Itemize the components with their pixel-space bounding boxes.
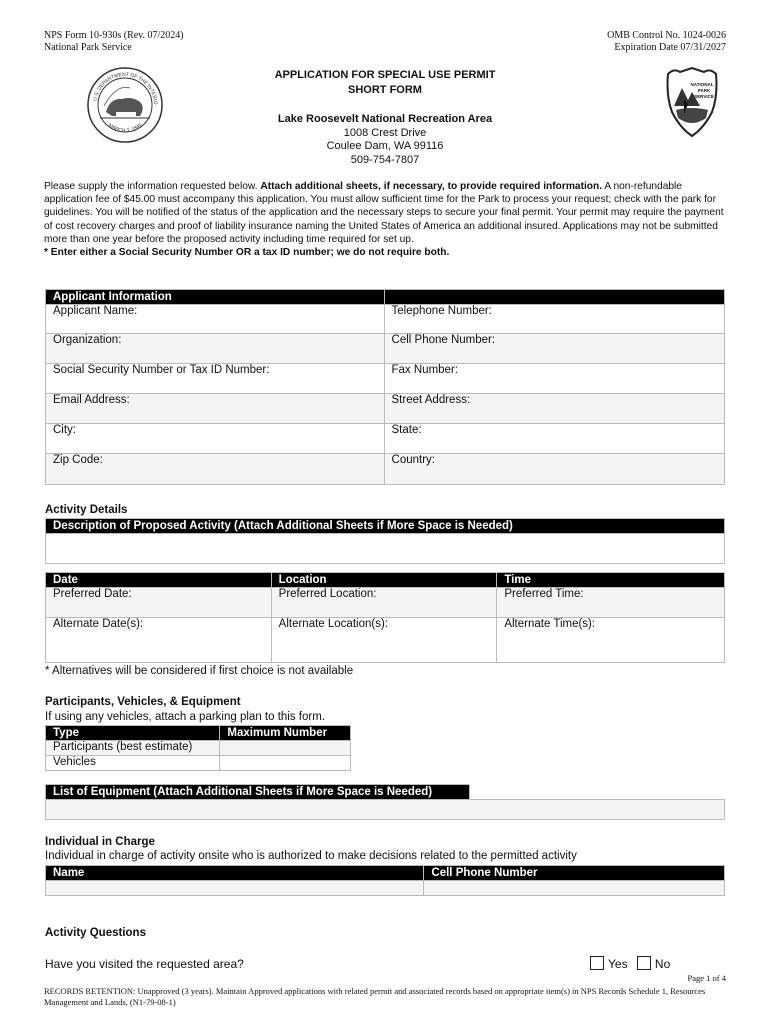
svg-text:PARK: PARK <box>697 88 711 93</box>
svg-text:NATIONAL: NATIONAL <box>690 82 714 87</box>
state-label: State: <box>391 424 422 436</box>
form-title-line2: SHORT FORM <box>348 84 422 96</box>
equipment-heading-blank <box>470 785 725 800</box>
type-column-heading: Type <box>46 726 220 741</box>
ssn-tax-id-label: Social Security Number or Tax ID Number: <box>53 364 270 376</box>
intro-text-bold: Attach additional sheets, if necessary, to provide required information. <box>260 181 603 192</box>
park-address-line2: Coulee Dam, WA 99116 <box>326 140 444 152</box>
location-column-heading: Location <box>271 573 497 588</box>
intro-text-a: Please supply the information requested below. <box>44 181 258 192</box>
form-header-left <box>44 30 184 54</box>
time-column-heading: Time <box>497 573 725 588</box>
alternate-time-field[interactable] <box>497 618 725 663</box>
street-address-field[interactable] <box>384 394 724 424</box>
page-number: Page 1 of 4 <box>687 973 726 983</box>
intro-paragraph <box>44 180 724 259</box>
participants-heading: Participants, Vehicles, & Equipment <box>45 696 241 708</box>
organization-field[interactable] <box>46 334 385 364</box>
city-label: City: <box>53 424 76 436</box>
form-header-right <box>607 30 726 54</box>
max-number-column-heading: Maximum Number <box>220 726 351 741</box>
equipment-table <box>45 784 725 820</box>
visited-area-question: Have you visited the requested area? <box>45 957 244 971</box>
equipment-heading: List of Equipment (Attach Additional Sheets if More Space is Needed) <box>46 785 470 800</box>
organization-label: Organization: <box>53 334 122 346</box>
no-checkbox[interactable] <box>637 956 651 970</box>
country-field[interactable] <box>384 454 724 485</box>
records-retention-note: RECORDS RETENTION: Unapproved (3 years). Maintain Approved applications with related permit and associated records based on appropriate item(s) in NPS Records Schedule 1, Resources Management and Lands, (N1-79-08-1) <box>44 986 706 1007</box>
doi-seal-logo <box>86 66 164 144</box>
alternate-location-label: Alternate Location(s): <box>278 618 388 630</box>
preferred-time-field[interactable] <box>497 588 725 618</box>
agency-name: National Park Service <box>44 42 132 53</box>
park-phone: 509-754-7807 <box>350 153 420 166</box>
no-label: No <box>654 957 671 971</box>
preferred-location-field[interactable] <box>271 588 497 618</box>
participants-count-field[interactable] <box>220 741 351 756</box>
form-title <box>200 68 570 98</box>
nps-arrowhead-logo <box>664 66 720 138</box>
doi-seal-text: U.S. DEPARTMENT OF THE INTERIO <box>92 71 159 105</box>
participants-row-label: Participants (best estimate) <box>46 741 220 756</box>
alternate-time-label: Alternate Time(s): <box>504 618 596 630</box>
parking-plan-note: If using any vehicles, attach a parking plan to this form. <box>45 711 325 723</box>
expiration-date: Expiration Date 07/31/2027 <box>614 42 726 53</box>
country-label: Country: <box>391 454 435 466</box>
park-address-block <box>200 113 570 167</box>
state-field[interactable] <box>384 424 724 454</box>
name-column-heading: Name <box>46 866 424 881</box>
applicant-name-field[interactable] <box>46 305 385 334</box>
city-field[interactable] <box>46 424 385 454</box>
equipment-list-field[interactable] <box>46 800 725 820</box>
email-label: Email Address: <box>53 394 130 406</box>
activity-details-heading: Activity Details <box>45 504 128 516</box>
preferred-date-field[interactable] <box>46 588 272 618</box>
alternatives-note: * Alternatives will be considered if first choice is not available <box>45 665 354 677</box>
vehicles-row-label: Vehicles <box>46 756 220 771</box>
zip-code-field[interactable] <box>46 454 385 485</box>
yes-label: Yes <box>608 957 628 971</box>
form-number: NPS Form 10-930s (Rev. 07/2024) <box>44 30 184 41</box>
activity-description-heading: Description of Proposed Activity (Attach Additional Sheets if More Space is Needed) <box>46 519 725 534</box>
street-address-label: Street Address: <box>391 394 471 406</box>
alternate-date-label: Alternate Date(s): <box>53 618 144 630</box>
intro-text-c: A non-refundable application fee of $45.00 must accompany this application. You must allow sufficient time for the Park to process your request; check with the park for guidelines. You will be notified of the status of the application and the necessary steps to secure your final permit. Your permit may require the payment of cost recovery charges and proof of liability insurance naming the United States of America an additional insured. Applications may not be submitted more than one year before the proposed activity including time required for set up. <box>44 181 724 245</box>
park-address-line1: 1008 Crest Drive <box>343 126 427 139</box>
alternate-location-field[interactable] <box>271 618 497 663</box>
doi-seal-date: MARCH 3, 1849 <box>107 122 144 134</box>
fax-field[interactable] <box>384 364 724 394</box>
visited-area-options <box>590 956 670 971</box>
participants-table <box>45 725 351 771</box>
telephone-field[interactable] <box>384 305 724 334</box>
applicant-info-heading: Applicant Information <box>46 290 385 305</box>
individual-in-charge-heading: Individual in Charge <box>45 836 155 848</box>
date-column-heading: Date <box>46 573 272 588</box>
fax-label: Fax Number: <box>391 364 458 376</box>
ssn-tax-id-field[interactable] <box>46 364 385 394</box>
form-title-line1: APPLICATION FOR SPECIAL USE PERMIT <box>274 69 496 81</box>
activity-description-field[interactable] <box>46 534 725 564</box>
applicant-name-label: Applicant Name: <box>53 305 138 317</box>
preferred-location-label: Preferred Location: <box>278 588 377 600</box>
individual-in-charge-table <box>45 865 725 896</box>
applicant-info-heading-blank <box>384 290 724 305</box>
individual-in-charge-description: Individual in charge of activity onsite who is authorized to make decisions related to the permitted activity <box>45 850 577 862</box>
park-name: Lake Roosevelt National Recreation Area <box>277 113 493 125</box>
cell-phone-label: Cell Phone Number: <box>391 334 496 346</box>
telephone-label: Telephone Number: <box>391 305 492 317</box>
applicant-info-table <box>45 289 725 485</box>
ssn-note: * Enter either a Social Security Number OR a tax ID number; we do not require both. <box>44 247 450 259</box>
zip-code-label: Zip Code: <box>53 454 103 466</box>
cell-phone-field[interactable] <box>384 334 724 364</box>
activity-questions-heading: Activity Questions <box>45 927 146 939</box>
cell-phone-column-heading: Cell Phone Number <box>424 866 725 881</box>
preferred-time-label: Preferred Time: <box>504 588 584 600</box>
omb-control-number: OMB Control No. 1024-0026 <box>607 30 726 41</box>
vehicles-count-field[interactable] <box>220 756 351 771</box>
preferred-date-label: Preferred Date: <box>53 588 132 600</box>
yes-checkbox[interactable] <box>590 956 604 970</box>
individual-name-field[interactable] <box>46 881 424 896</box>
individual-cell-phone-field[interactable] <box>424 881 725 896</box>
alternate-date-field[interactable] <box>46 618 272 663</box>
date-location-time-table <box>45 572 725 663</box>
svg-text:SERVICE: SERVICE <box>694 94 714 99</box>
email-field[interactable] <box>46 394 385 424</box>
activity-description-table <box>45 518 725 564</box>
